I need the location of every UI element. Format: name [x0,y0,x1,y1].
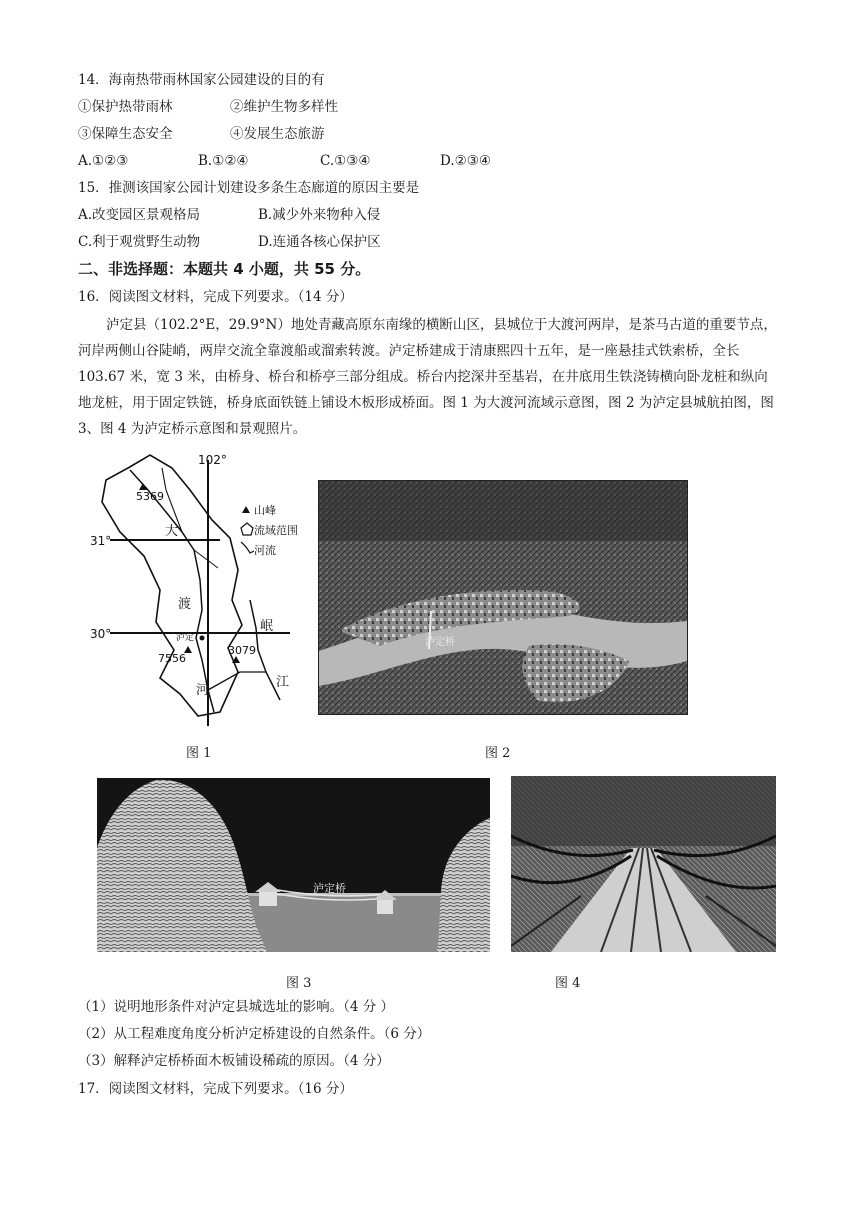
figure-2-aerial-photo [318,480,688,715]
q17-stem: 17．阅读图文材料，完成下列要求。（16 分） [78,1081,353,1097]
min-river-char-1: 岷 [260,619,274,634]
q14-option-b: B.①②④ [198,153,249,169]
legend-peak-icon [242,506,250,513]
min-river-char-2: 江 [276,675,290,690]
legend-river-label: 河流 [254,544,276,557]
q14-item-1: ①保护热带雨林 [78,99,173,115]
figure-3-caption: 图 3 [286,976,312,991]
latitude-31-label: 31° [90,534,112,548]
q16-material-paragraph: 泸定县（102.2°E，29.9°N）地处青藏高原东南缘的横断山区，县城位于大渡河两岸，是茶马古道的重要节点，河岸两侧山谷陡峭，两岸交流全靠渡船或溜索转渡。泸定桥建成于清康熙四十五年，是一座悬挂式铁索桥，全长 103.67 米，宽 3 米，由桥身、桥台和桥亭三部分组成。桥台内挖深井至基岩，在井底用生铁浇铸横向卧龙桩和纵向地龙桩，用于固定铁链，桥身底面铁链上铺设木板形成桥面。图 1 为大渡河流域示意图，图 2 为泸定县城航拍图，图 3、图 4 为泸定桥示意图和景观照片。 [78,317,777,437]
legend-basin-label: 流域范围 [254,524,298,537]
legend-basin-icon [241,523,253,535]
q14-item-4: ④发展生态旅游 [230,126,325,142]
peak-south-elevation: 7556 [158,652,186,665]
figure-2-caption: 图 2 [485,746,511,761]
q15-option-a: A.改变园区景观格局 [78,207,201,223]
figure-1-caption: 图 1 [186,746,212,761]
q15-stem: 15．推测该国家公园计划建设多条生态廊道的原因主要是 [78,180,420,196]
q16-sub-2: （2）从工程难度角度分析泸定桥建设的自然条件。（6 分） [78,1026,431,1042]
figure-4-caption: 图 4 [555,976,581,991]
q14-item-2: ②维护生物多样性 [230,99,338,115]
luding-bridge-aerial-label: 泸定桥 [425,637,455,648]
q14-option-a: A.①②③ [78,153,129,169]
latitude-30-label: 30° [90,627,112,641]
longitude-label: 102° [198,453,227,467]
peak-north-elevation: 5369 [136,490,164,503]
q15-option-b: B.减少外来物种入侵 [258,207,381,223]
luding-bridge-sketch-label: 泸定桥 [313,882,346,895]
figure-3-bridge-sketch [97,778,490,952]
q14-stem: 14．海南热带雨林国家公园建设的目的有 [78,72,325,88]
q14-item-3: ③保障生态安全 [78,126,173,142]
figure-1-basin-map [90,450,330,735]
q14-option-c: C.①③④ [320,153,371,169]
q15-option-d: D.连通各核心保护区 [258,234,381,250]
q16-sub-3: （3）解释泸定桥桥面木板铺设稀疏的原因。（4 分） [78,1053,390,1069]
legend-river-icon [241,542,254,553]
q16-sub-1: （1）说明地形条件对泸定县城选址的影响。（4 分 ） [78,999,395,1015]
q15-option-c: C.利于观赏野生动物 [78,234,201,250]
river-char-3: 河 [196,683,210,698]
luding-town-label: 泸定 [176,633,195,643]
river-char-2: 渡 [178,597,192,612]
q16-stem: 16．阅读图文材料，完成下列要求。（14 分） [78,289,353,305]
q14-option-d: D.②③④ [440,153,491,169]
section-2-heading: 二、非选择题：本题共 4 小题，共 55 分。 [78,260,371,278]
river-char-1: 大 [165,524,179,539]
figure-4-bridge-photo [511,776,776,952]
legend-peak-label: 山峰 [254,504,276,517]
peak-east-elevation: 3079 [228,644,256,657]
